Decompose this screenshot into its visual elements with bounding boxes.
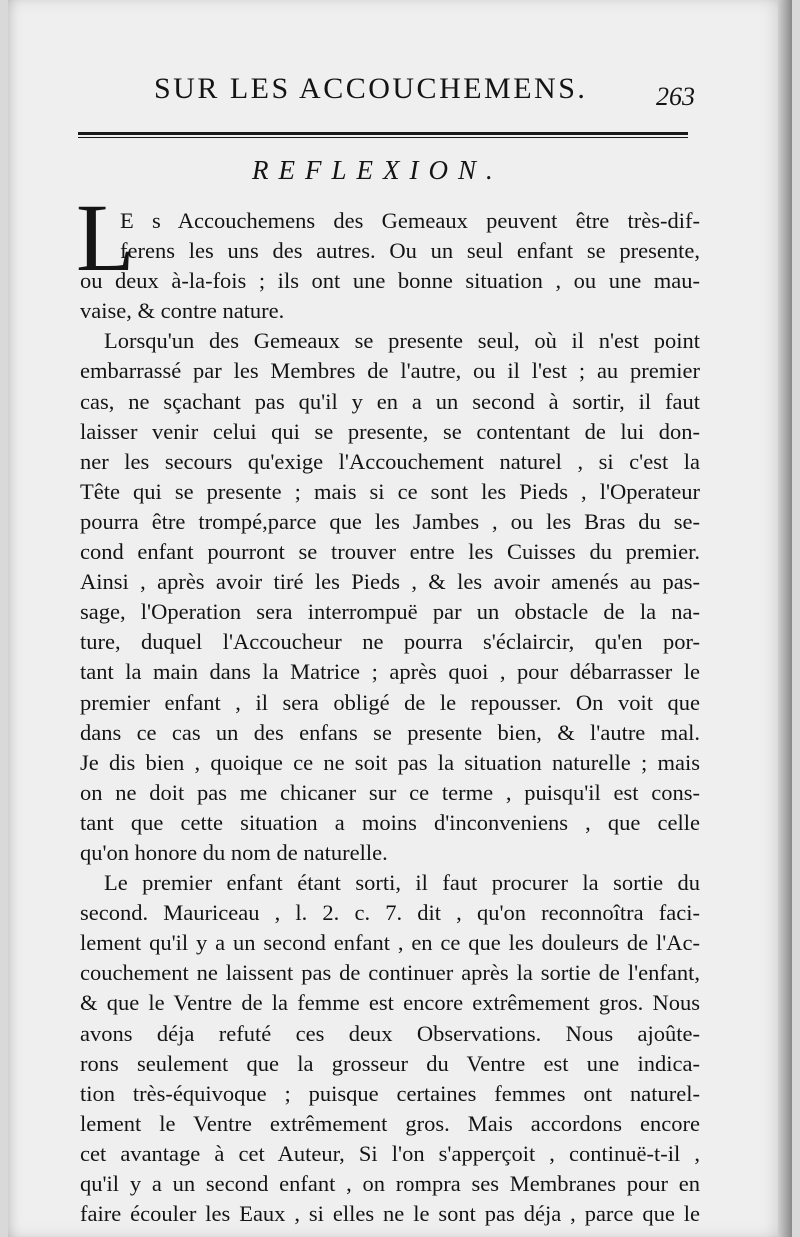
text-line: faire écouler les Eaux , si elles ne le sont pas déja , parce que le <box>80 1201 700 1227</box>
text-line: rons seulement que la grosseur du Ventre est une indica- <box>80 1050 700 1076</box>
text-line: cet avantage à cet Auteur, Si l'on s'apperçoit , continuë-t-il , <box>80 1140 700 1166</box>
text-line: embarrassé par les Membres de l'autre, ou il l'est ; au premier <box>80 358 700 384</box>
text-line: lement le Ventre extrêmement gros. Mais accordons encore <box>80 1110 700 1136</box>
text-line: & que le Ventre de la femme est encore extrêmement gros. Nous <box>80 990 700 1016</box>
text-line: ou deux à-la-fois ; ils ont une bonne situation , ou une mau- <box>80 268 700 294</box>
text-line: sage, l'Operation sera interrompuë par un obstacle de la na- <box>80 599 700 625</box>
running-head: SUR LES ACCOUCHEMENS. <box>154 72 588 105</box>
header-rule <box>78 132 688 135</box>
text-line: tant que cette situation a moins d'inconveniens , que celle <box>80 809 700 835</box>
text-line: cas, ne sçachant pas qu'il y en a un second à sortir, il faut <box>80 388 700 414</box>
text-line: Ainsi , après avoir tiré les Pieds , & les avoir amenés au pas- <box>80 569 700 595</box>
page-edge-shadow <box>778 0 792 1237</box>
text-line: couchement ne laissent pas de continuer après la sortie de l'enfant, <box>80 960 700 986</box>
text-line: lement qu'il y a un second enfant , en ce que les douleurs de l'Ac- <box>80 930 700 956</box>
body-text <box>80 206 700 1229</box>
text-line: vaise, & contre nature. <box>80 298 285 324</box>
section-title: REFLEXION. <box>252 155 503 185</box>
text-line: tant la main dans la Matrice ; après quoi , pour débarrasser le <box>80 659 700 685</box>
drop-cap: L <box>76 184 135 291</box>
text-line: ner les secours qu'exige l'Accouchement naturel , si c'est la <box>80 448 700 474</box>
text-line: dans ce cas un des enfans se presente bien, & l'autre mal. <box>80 719 700 745</box>
page-number: 263 <box>656 82 695 111</box>
text-line: ferens les uns des autres. Ou un seul enfant se presente, <box>120 238 700 264</box>
text-line: avons déja refuté ces deux Observations. Nous ajoûte- <box>80 1020 700 1046</box>
book-page <box>8 0 792 1237</box>
text-line: qu'il y a un second enfant , on rompra ses Membranes pour en <box>80 1171 700 1196</box>
text-line: pourra être trompé,parce que les Jambes , ou les Bras du se- <box>80 508 700 534</box>
text-line: Lorsqu'un des Gemeaux se presente seul, où il n'est point <box>104 328 700 354</box>
text-line: cond enfant pourront se trouver entre les Cuisses du premier. <box>80 539 700 565</box>
text-line: laisser venir celui qui se presente, se contentant de lui don- <box>80 418 700 444</box>
text-line: Je dis bien , quoique ce ne soit pas la situation naturelle ; mais <box>80 749 700 775</box>
header-rule-thin <box>78 137 688 138</box>
text-line: tion très-équivoque ; puisque certaines femmes ont naturel- <box>80 1080 700 1106</box>
text-line: ture, duquel l'Accoucheur ne pourra s'éclaircir, qu'en por- <box>80 629 700 655</box>
text-line: Le premier enfant étant sorti, il faut procurer la sortie du <box>104 870 700 896</box>
text-line: second. Mauriceau , l. 2. c. 7. dit , qu'on reconnoîtra faci- <box>80 900 700 926</box>
text-line: premier enfant , il sera obligé de le repousser. On voit que <box>80 689 700 715</box>
text-line: qu'on honore du nom de naturelle. <box>80 839 388 865</box>
text-line: Tête qui se presente ; mais si ce sont les Pieds , l'Operateur <box>80 478 700 504</box>
text-line: on ne doit pas me chicaner sur ce terme , puisqu'il est cons- <box>80 779 700 805</box>
text-line: E s Accouchemens des Gemeaux peuvent être très-dif- <box>120 208 700 233</box>
